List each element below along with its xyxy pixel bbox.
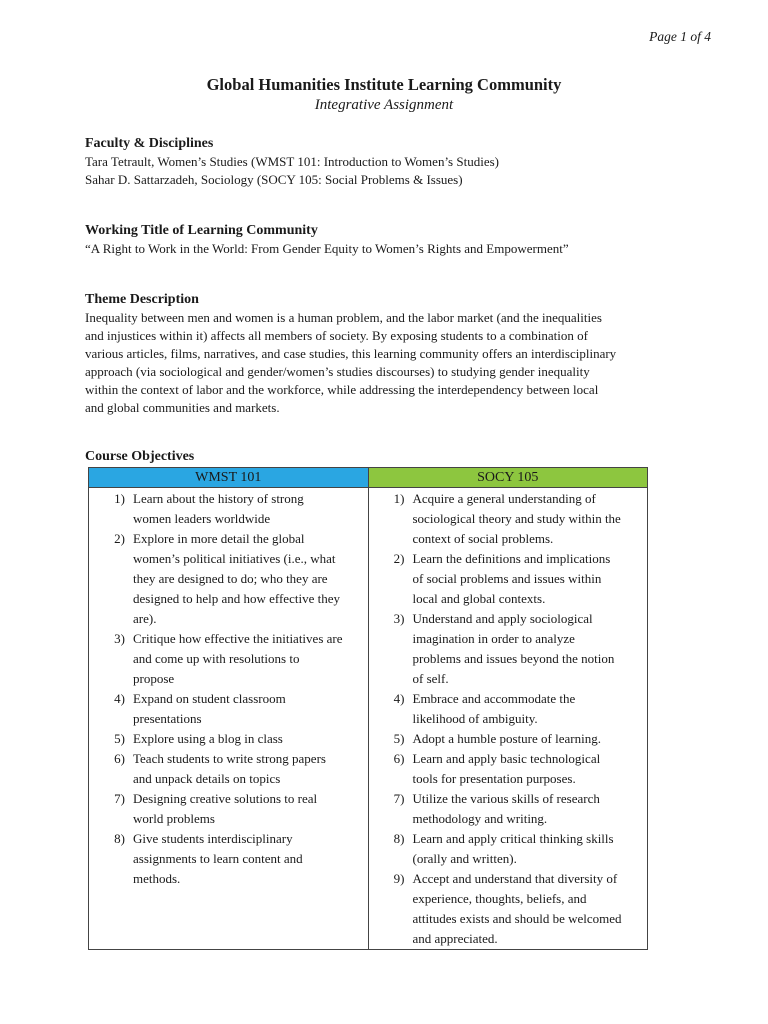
- objective-number: 8): [393, 831, 405, 846]
- wmst-objective-item: [89, 729, 368, 749]
- objective-text: [405, 829, 620, 869]
- objective-text-line: Acquire a general understanding of: [412, 491, 596, 506]
- objective-number: 2): [114, 531, 125, 546]
- wmst-objective-item: [89, 749, 368, 789]
- document-header: [0, 75, 768, 115]
- objective-text-line: presentations: [133, 711, 202, 726]
- objective-text-line: designed to help and how effective they: [133, 591, 340, 606]
- faculty-line: Sahar D. Sattarzadeh, Sociology (SOCY 105: Social Problems & Issues): [85, 172, 463, 187]
- document-title: Global Humanities Institute Learning Community: [206, 75, 562, 94]
- objectives-heading: Course Objectives: [85, 449, 195, 464]
- wmst-objective-item: [89, 829, 368, 889]
- socy-objective-item: [369, 829, 648, 869]
- objective-number: 5): [393, 731, 405, 746]
- objective-text-line: likelihood of ambiguity.: [412, 711, 538, 726]
- socy-objective-item: [369, 549, 648, 609]
- objective-number: 4): [114, 691, 125, 706]
- objective-text: [125, 729, 289, 749]
- objective-number: 6): [393, 751, 405, 766]
- socy-objectives-list: [369, 488, 648, 949]
- objective-text: [125, 829, 309, 889]
- objective-text-line: methods.: [133, 871, 181, 886]
- objective-text: [125, 789, 323, 829]
- theme-line: and injustices within it) affects all members of society. By exposing students to a combination of: [85, 328, 588, 343]
- wmst-column-header: WMST 101: [89, 468, 369, 488]
- objective-text-line: Utilize the various skills of research: [412, 791, 600, 806]
- objective-text-line: problems and issues beyond the notion: [412, 651, 615, 666]
- objectives-table: [88, 467, 648, 950]
- objective-text-line: Expand on student classroom: [133, 691, 286, 706]
- objective-number: 1): [393, 491, 405, 506]
- objective-text-line: of social problems and issues within: [412, 571, 602, 586]
- objective-text-line: Explore in more detail the global: [133, 531, 305, 546]
- objective-text-line: and unpack details on topics: [133, 771, 281, 786]
- objective-text-line: are).: [133, 611, 157, 626]
- socy-objective-item: [369, 869, 648, 949]
- objective-text-line: Learn the definitions and implications: [412, 551, 611, 566]
- objective-text-line: world problems: [133, 811, 215, 826]
- objective-text-line: Teach students to write strong papers: [133, 751, 326, 766]
- wmst-objective-item: [89, 689, 368, 729]
- objective-text-line: Accept and understand that diversity of: [412, 871, 618, 886]
- objective-text: [405, 609, 621, 689]
- objective-number: 9): [393, 871, 405, 886]
- working-title-section: [85, 222, 685, 258]
- objective-number: 4): [393, 691, 405, 706]
- theme-heading: Theme Description: [85, 292, 199, 307]
- objective-text-line: of self.: [412, 671, 449, 686]
- wmst-objectives-list: [89, 488, 368, 889]
- wmst-objectives-cell: [89, 488, 369, 950]
- document-subtitle: Integrative Assignment: [314, 97, 454, 113]
- objective-text-line: Designing creative solutions to real: [133, 791, 318, 806]
- objective-text-line: sociological theory and study within the: [412, 511, 621, 526]
- objective-text-line: women leaders worldwide: [133, 511, 271, 526]
- objective-text: [125, 689, 292, 729]
- socy-objective-item: [369, 489, 648, 549]
- objective-text-line: and appreciated.: [412, 931, 498, 946]
- theme-line: approach (via sociological and gender/women’s studies discourses) to studying gender inequality: [85, 364, 590, 379]
- objective-text-line: attitudes exists and should be welcomed: [412, 911, 622, 926]
- theme-line: various articles, films, narratives, and case studies, this learning community offers an interdisciplinary: [85, 346, 617, 361]
- objective-text-line: Adopt a humble posture of learning.: [412, 731, 601, 746]
- wmst-objective-item: [89, 629, 368, 689]
- objective-text-line: Learn and apply basic technological: [412, 751, 601, 766]
- objective-text-line: Embrace and accommodate the: [412, 691, 576, 706]
- objective-text: [405, 489, 627, 549]
- objective-number: 5): [114, 731, 125, 746]
- objective-text: [125, 629, 349, 689]
- objective-text: [405, 729, 607, 749]
- objective-text: [125, 529, 346, 629]
- objective-text: [405, 549, 617, 609]
- objective-text-line: Learn and apply critical thinking skills: [412, 831, 614, 846]
- page-number: Page 1 of 4: [649, 29, 711, 44]
- objective-text-line: experience, thoughts, beliefs, and: [412, 891, 587, 906]
- theme-section: [85, 291, 685, 417]
- faculty-section: [85, 135, 685, 189]
- theme-line: Inequality between men and women is a human problem, and the labor market (and the inequalities: [85, 310, 602, 325]
- objective-text-line: tools for presentation purposes.: [412, 771, 576, 786]
- socy-objective-item: [369, 749, 648, 789]
- objective-text: [125, 749, 332, 789]
- socy-objective-item: [369, 729, 648, 749]
- theme-line: and global communities and markets.: [85, 400, 280, 415]
- objective-text-line: Explore using a blog in class: [133, 731, 283, 746]
- objective-text-line: and come up with resolutions to: [133, 651, 300, 666]
- working-title-heading: Working Title of Learning Community: [85, 223, 318, 238]
- objective-text-line: context of social problems.: [412, 531, 554, 546]
- objective-number: 3): [114, 631, 125, 646]
- objective-text-line: Understand and apply sociological: [412, 611, 593, 626]
- objective-text-line: Learn about the history of strong: [133, 491, 304, 506]
- objective-number: 1): [114, 491, 125, 506]
- objective-number: 3): [393, 611, 405, 626]
- objective-text-line: women’s political initiatives (i.e., what: [133, 551, 336, 566]
- wmst-objective-item: [89, 789, 368, 829]
- socy-objective-item: [369, 789, 648, 829]
- objective-number: 2): [393, 551, 405, 566]
- objectives-section: [85, 448, 685, 466]
- objective-number: 6): [114, 751, 125, 766]
- socy-objectives-cell: [368, 488, 648, 950]
- objective-text-line: assignments to learn content and: [133, 851, 303, 866]
- faculty-heading: Faculty & Disciplines: [85, 136, 214, 151]
- objective-text-line: (orally and written).: [412, 851, 517, 866]
- wmst-objective-item: [89, 529, 368, 629]
- objective-text-line: imagination in order to analyze: [412, 631, 575, 646]
- socy-objective-item: [369, 609, 648, 689]
- theme-line: within the context of labor and the workforce, while addressing the interdependency between local: [85, 382, 599, 397]
- objective-text: [125, 489, 310, 529]
- objective-number: 8): [114, 831, 125, 846]
- objective-text-line: methodology and writing.: [412, 811, 548, 826]
- socy-column-header: SOCY 105: [368, 468, 648, 488]
- objective-text: [405, 869, 628, 949]
- objective-number: 7): [114, 791, 125, 806]
- socy-objective-item: [369, 689, 648, 729]
- wmst-objective-item: [89, 489, 368, 529]
- objective-text-line: they are designed to do; who they are: [133, 571, 328, 586]
- objective-number: 7): [393, 791, 405, 806]
- working-title-text: “A Right to Work in the World: From Gender Equity to Women’s Rights and Empowerment”: [85, 241, 569, 256]
- objective-text: [405, 689, 582, 729]
- objective-text-line: Critique how effective the initiatives are: [133, 631, 343, 646]
- faculty-line: Tara Tetrault, Women’s Studies (WMST 101: Introduction to Women’s Studies): [85, 154, 499, 169]
- objective-text: [405, 749, 607, 789]
- objective-text-line: local and global contexts.: [412, 591, 546, 606]
- objective-text-line: Give students interdisciplinary: [133, 831, 293, 846]
- objective-text: [405, 789, 606, 829]
- objective-text-line: propose: [133, 671, 175, 686]
